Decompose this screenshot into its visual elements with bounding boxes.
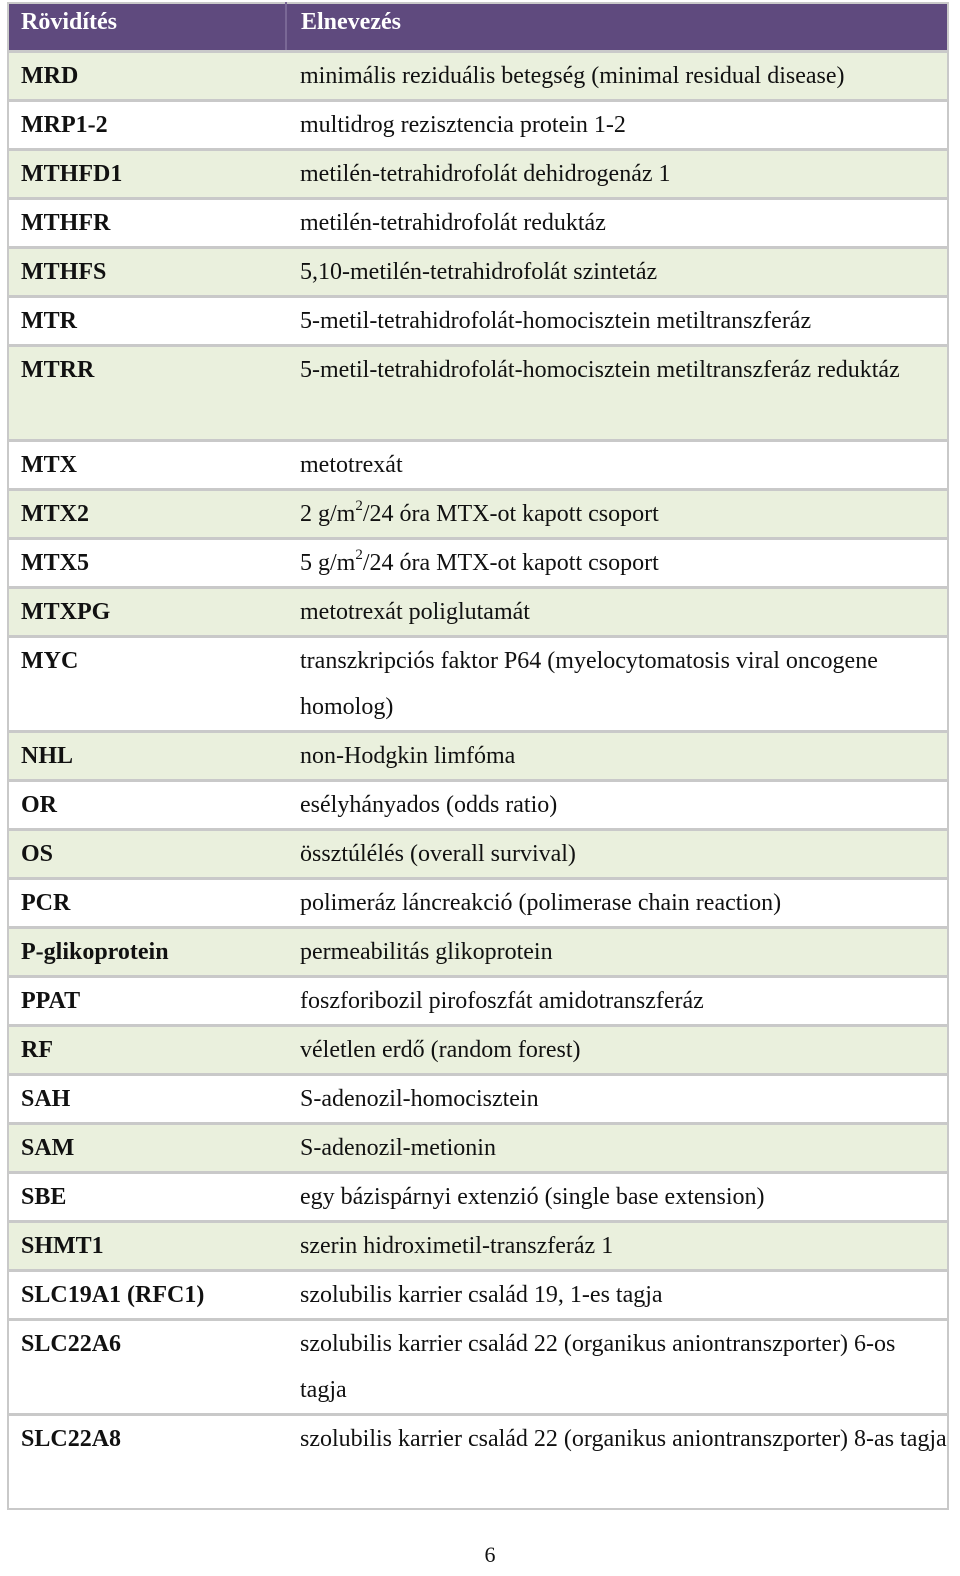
table-row	[8, 297, 948, 346]
abbreviation-cell: MTR	[8, 297, 286, 346]
table-row	[8, 1026, 948, 1075]
table-row	[8, 781, 948, 830]
abbreviation-cell: MTX	[8, 441, 286, 490]
abbreviation-cell: SAH	[8, 1075, 286, 1124]
name-cell: multidrog rezisztencia protein 1-2	[286, 101, 948, 150]
abbreviation-cell: OR	[8, 781, 286, 830]
name-cell: 5-metil-tetrahidrofolát-homocisztein metiltranszferáz	[286, 297, 948, 346]
superscript: 2	[355, 498, 363, 514]
name-cell: metotrexát poliglutamát	[286, 588, 948, 637]
abbreviation-cell: SLC22A6	[8, 1320, 286, 1415]
name-cell: 5-metil-tetrahidrofolát-homocisztein metiltranszferáz reduktáz	[286, 346, 948, 441]
name-text: /24 óra MTX-ot kapott csoport	[362, 501, 659, 527]
name-cell: metilén-tetrahidrofolát reduktáz	[286, 199, 948, 248]
superscript: 2	[355, 547, 363, 563]
name-cell: S-adenozil-metionin	[286, 1124, 948, 1173]
name-cell: szolubilis karrier család 22 (organikus aniontranszporter) 8-as tagja	[286, 1415, 948, 1510]
name-text: 2 g/m	[300, 501, 356, 527]
abbreviation-cell: SLC22A8	[8, 1415, 286, 1510]
table-row	[8, 1075, 948, 1124]
name-cell: egy bázispárnyi extenzió (single base extension)	[286, 1173, 948, 1222]
table-row	[8, 150, 948, 199]
table-row	[8, 52, 948, 101]
name-cell: metilén-tetrahidrofolát dehidrogenáz 1	[286, 150, 948, 199]
name-cell: össztúlélés (overall survival)	[286, 830, 948, 879]
name-cell: S-adenozil-homocisztein	[286, 1075, 948, 1124]
abbreviation-cell: MTHFR	[8, 199, 286, 248]
abbreviation-cell: MRD	[8, 52, 286, 101]
abbreviation-cell: MYC	[8, 637, 286, 732]
table-row	[8, 1271, 948, 1320]
name-cell: transzkripciós faktor P64 (myelocytomatosis viral oncogene homolog)	[286, 637, 948, 732]
table-row	[8, 1415, 948, 1510]
table-row	[8, 977, 948, 1026]
table-row	[8, 346, 948, 441]
name-cell: metotrexát	[286, 441, 948, 490]
name-cell: foszforibozil pirofoszfát amidotranszferáz	[286, 977, 948, 1026]
abbreviation-cell: SBE	[8, 1173, 286, 1222]
page-number: 6	[484, 1542, 496, 1567]
abbreviation-cell: SAM	[8, 1124, 286, 1173]
table-row	[8, 101, 948, 150]
name-cell: véletlen erdő (random forest)	[286, 1026, 948, 1075]
name-cell: szolubilis karrier család 22 (organikus aniontranszporter) 6-os tagja	[286, 1320, 948, 1415]
name-cell: esélyhányados (odds ratio)	[286, 781, 948, 830]
abbreviation-cell: RF	[8, 1026, 286, 1075]
name-cell: non-Hodgkin limfóma	[286, 732, 948, 781]
table-row	[8, 732, 948, 781]
table-row	[8, 199, 948, 248]
abbreviation-cell: PCR	[8, 879, 286, 928]
table-row	[8, 441, 948, 490]
abbreviation-cell: MRP1-2	[8, 101, 286, 150]
table-row	[8, 1173, 948, 1222]
abbreviation-cell: SHMT1	[8, 1222, 286, 1271]
name-cell: minimális reziduális betegség (minimal residual disease)	[286, 52, 948, 101]
abbreviation-cell: MTRR	[8, 346, 286, 441]
name-cell: szolubilis karrier család 19, 1-es tagja	[286, 1271, 948, 1320]
abbreviation-table	[7, 2, 949, 1510]
table-row	[8, 1222, 948, 1271]
header-abbreviation: Rövidítés	[8, 3, 286, 52]
table-row	[8, 928, 948, 977]
table-header-row	[8, 3, 948, 52]
abbreviation-cell: MTX2	[8, 490, 286, 539]
table-row	[8, 490, 948, 539]
abbreviation-cell: MTHFD1	[8, 150, 286, 199]
table-row	[8, 879, 948, 928]
abbreviation-cell: OS	[8, 830, 286, 879]
abbreviation-cell: MTHFS	[8, 248, 286, 297]
abbreviation-cell: P-glikoprotein	[8, 928, 286, 977]
abbreviation-cell: MTX5	[8, 539, 286, 588]
table-row	[8, 539, 948, 588]
name-text: 5 g/m	[300, 550, 356, 576]
table-row	[8, 637, 948, 732]
abbreviation-cell: PPAT	[8, 977, 286, 1026]
header-name: Elnevezés	[286, 3, 948, 52]
name-cell: polimeráz láncreakció (polimerase chain reaction)	[286, 879, 948, 928]
name-cell	[286, 490, 948, 539]
name-text: /24 óra MTX-ot kapott csoport	[362, 550, 659, 576]
table-row	[8, 248, 948, 297]
name-cell: 5,10-metilén-tetrahidrofolát szintetáz	[286, 248, 948, 297]
table-row	[8, 1320, 948, 1415]
table-row	[8, 588, 948, 637]
name-cell: szerin hidroximetil-transzferáz 1	[286, 1222, 948, 1271]
abbreviation-cell: NHL	[8, 732, 286, 781]
name-cell	[286, 539, 948, 588]
abbreviation-cell: SLC19A1 (RFC1)	[8, 1271, 286, 1320]
table-row	[8, 830, 948, 879]
table-row	[8, 1124, 948, 1173]
name-cell: permeabilitás glikoprotein	[286, 928, 948, 977]
abbreviation-cell: MTXPG	[8, 588, 286, 637]
